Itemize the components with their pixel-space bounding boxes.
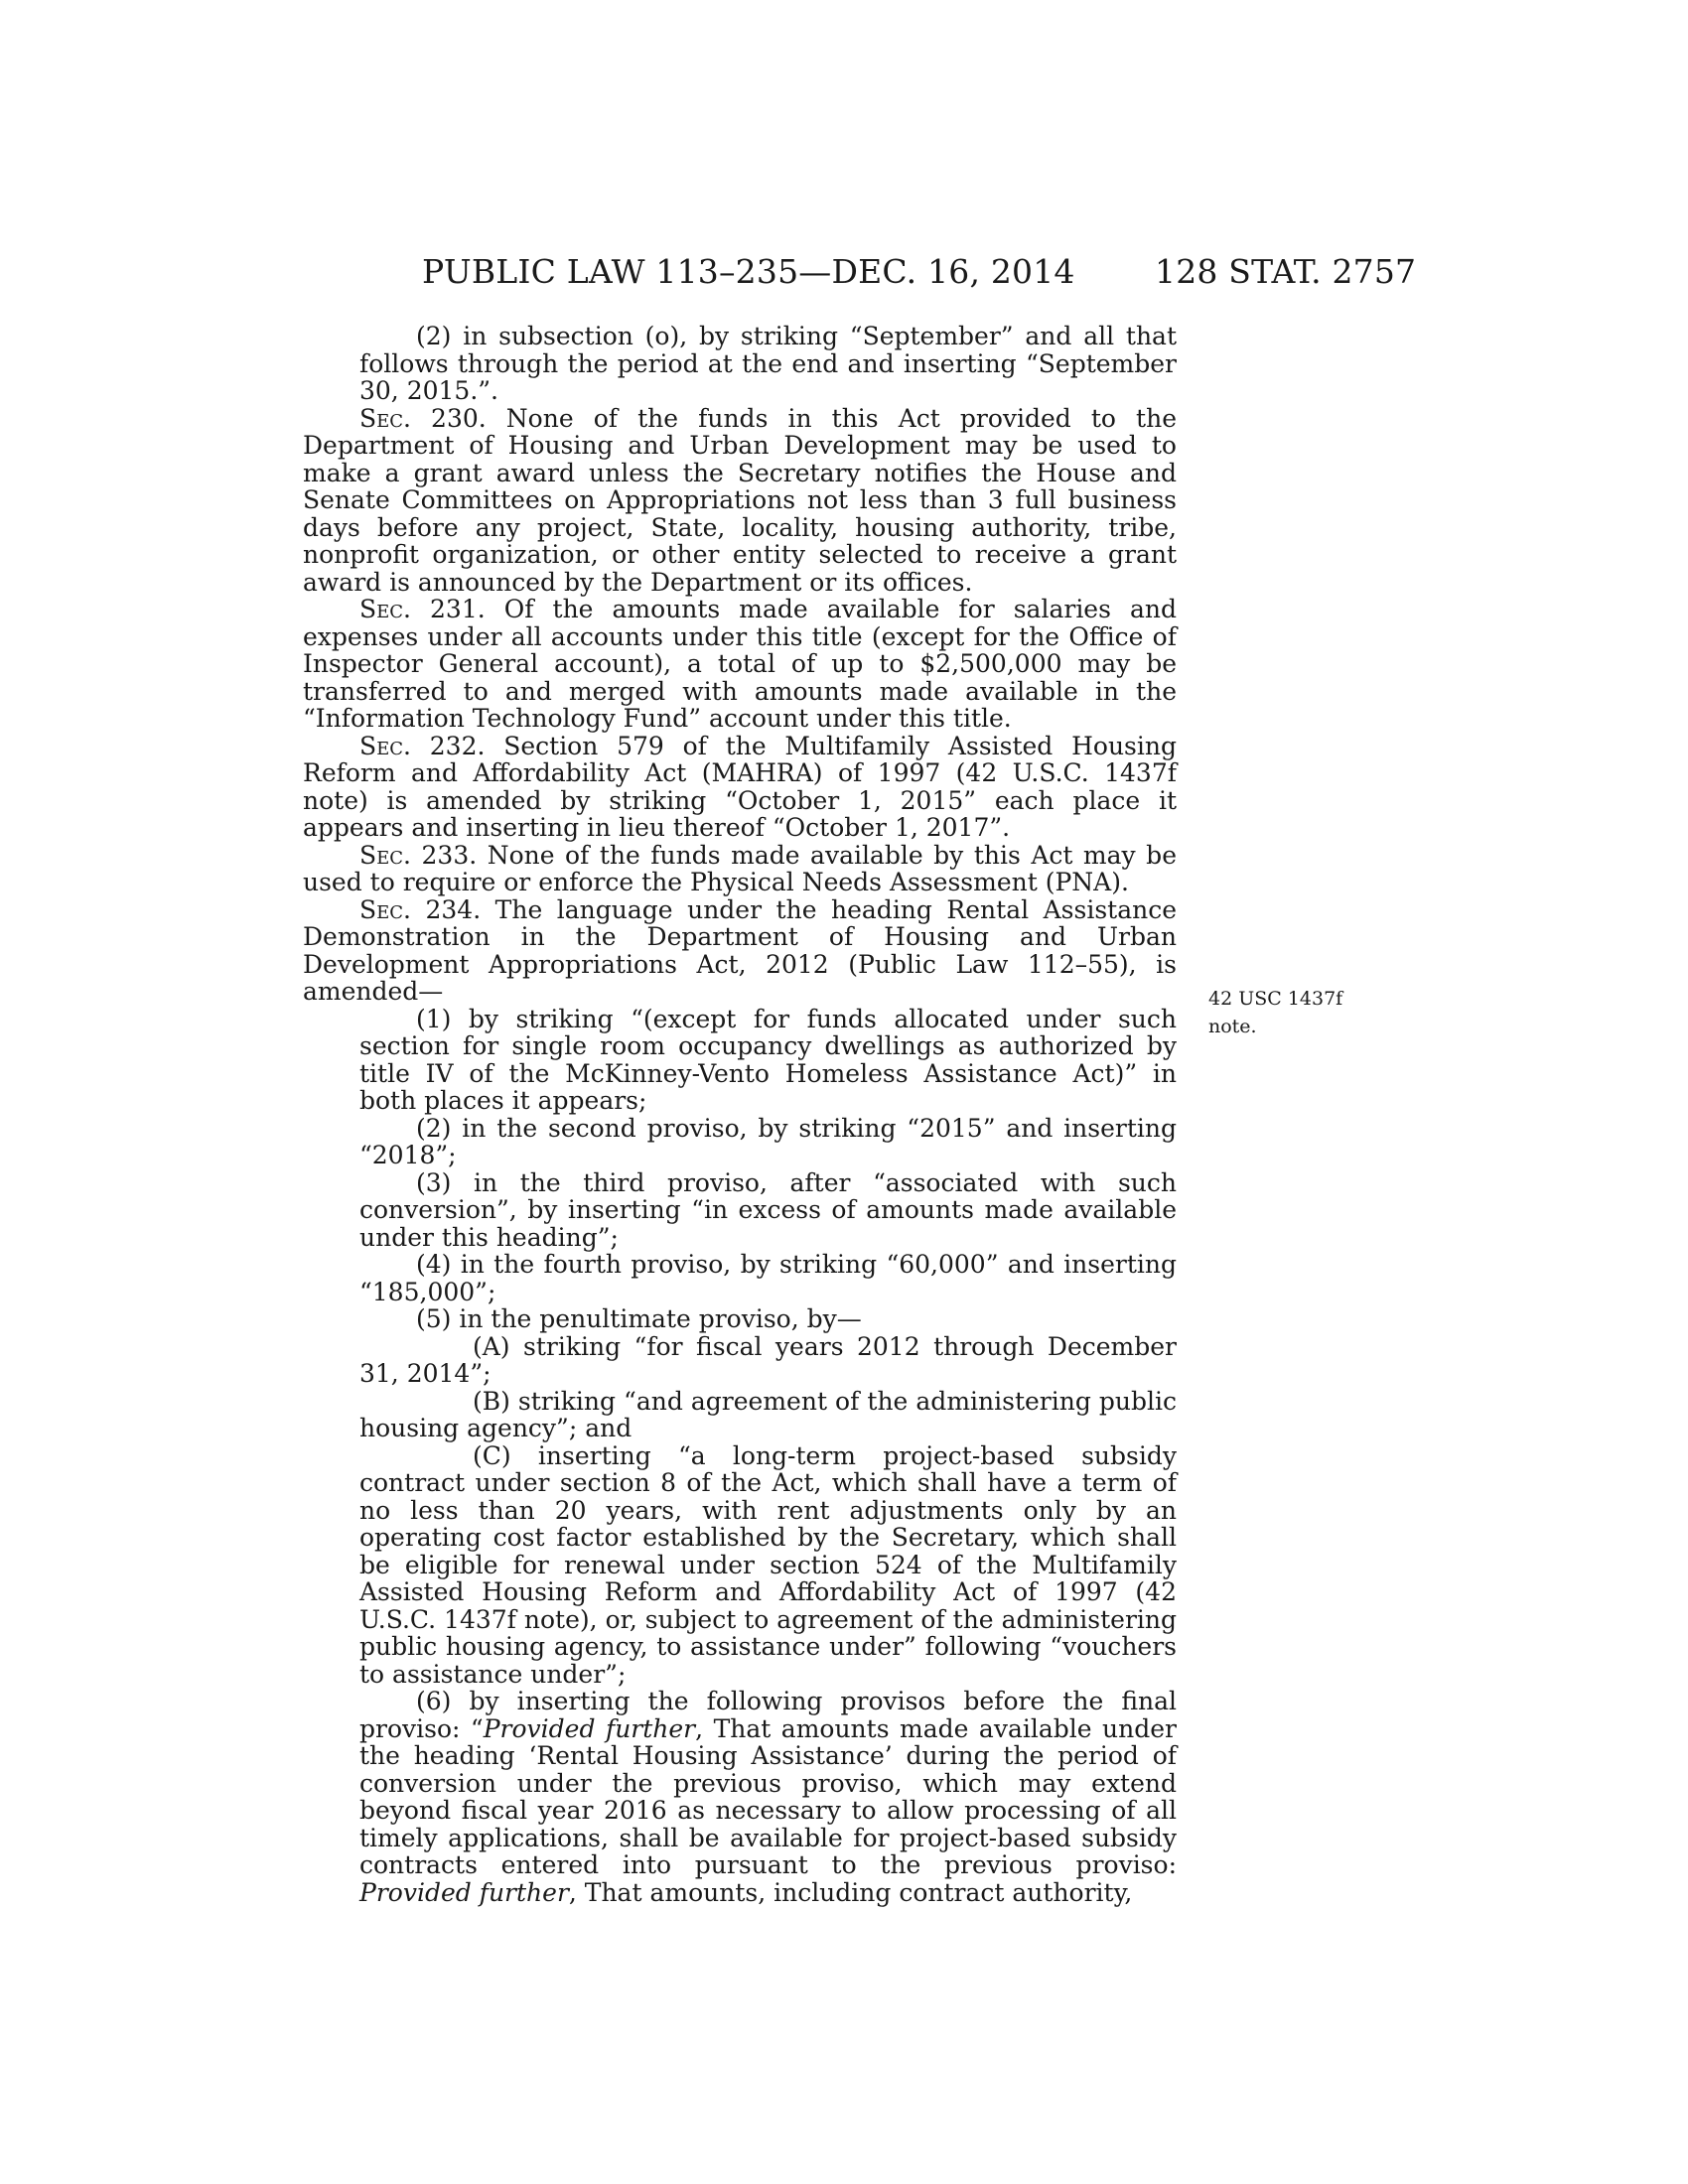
section-text: Section 579 of the Multifamily Assisted Housing Reform and Affordability Act (MAHRA) of 1997 (42 U.S.C. 1437f note) is amended by striking “October 1, 2015” each place it appears and inserting in lieu thereof “October 1, 2017”. (303, 731, 1177, 842)
item-5-c: (C) inserting “a long-term project-based subsidy contract under section 8 of the Act, which shall have a term of no less than 20 years, with rent adjustments only by an operating cost factor established by the Secretary, which shall be eligible for renewal under section 524 of the Multifamily Assisted Housing Reform and Affordability Act of 1997 (42 U.S.C. 1437f note), or, subject to agreement of the administering public housing agency, to assistance under” following “vouchers to assistance under”; (359, 1440, 1177, 1689)
item-4: (4) in the fourth proviso, by striking “60,000” and inserting “185,000”; (359, 1250, 1177, 1306)
item-6-provided-further-1: Provided further (483, 1713, 696, 1743)
section-label: Sec. 234. (359, 894, 482, 924)
item-2: (2) in the second proviso, by striking “2015” and inserting “2018”; (359, 1113, 1177, 1169)
item-5-a: (A) striking “for fiscal years 2012 through December 31, 2014”; (359, 1331, 1177, 1388)
margin-note-suffix: note. (1208, 1015, 1257, 1037)
running-header-stat-page: 128 STAT. 2757 (1155, 252, 1417, 291)
margin-note (1208, 986, 1387, 1040)
section-232 (303, 733, 1177, 842)
item-1: (1) by striking “(except for funds allocated under such section for single room occupancy dwellings as authorized by title IV of the McKinney-Vento Homeless Assistance Act)” in both places it appears; (359, 1004, 1177, 1115)
item-6-text-c: , That amounts, including contract authority, (568, 1877, 1133, 1907)
section-label: Sec. 232. (359, 731, 486, 760)
section-text: None of the funds made available by this Act may be used to require or enforce the Physical Needs Assessment (PNA). (303, 840, 1177, 896)
section-label: Sec. 231. (359, 595, 486, 623)
section-233 (303, 842, 1177, 896)
section-text: The language under the heading Rental Assistance Demonstration in the Department of Housing and Urban Development Appropriations Act, 2012 (Public Law 112–55), is amended— (303, 894, 1177, 1006)
item-6-text-b: , That amounts made available under the heading ‘Rental Housing Assistance’ during the period of conversion under the previous proviso, which may extend beyond fiscal year 2016 as necessary to allow processing of all timely applications, shall be available for project-based subsidy contracts entered into pursuant to the previous proviso: (359, 1713, 1177, 1879)
section-label: Sec. 230. (359, 403, 487, 433)
item-6-provided-further-2: Provided further (359, 1877, 569, 1907)
section-label: Sec. 233. (359, 840, 478, 870)
item-5: (5) in the penultimate proviso, by— (416, 1304, 862, 1333)
item-6 (303, 1688, 1177, 1906)
section-230 (303, 405, 1177, 597)
item-3: (3) in the third proviso, after “associated with such conversion”, by inserting “in excess of amounts made available under this heading”; (359, 1167, 1177, 1252)
item-6-text-a: (6) by inserting the following provisos before the final proviso: “ (359, 1687, 1177, 1743)
section-231 (303, 596, 1177, 733)
section-text: Of the amounts made available for salaries and expenses under all accounts under this title (except for the Office of Inspector General account), a total of up to $2,500,000 may be transferred to and merged with amounts made available in the “Information Technology Fund” account under this title. (303, 595, 1177, 733)
section-text: None of the funds in this Act provided to the Department of Housing and Urban Development may be used to make a grant award unless the Secretary notifies the House and Senate Committees on Appropriations not less than 3 full business days before any project, State, locality, housing authority, tribe, nonprofit organization, or other entity selected to receive a grant award is announced by the Department or its offices. (303, 403, 1177, 597)
item-5-b: (B) striking “and agreement of the administering public housing agency”; and (359, 1386, 1177, 1442)
margin-note-citation: 42 USC 1437f (1208, 988, 1343, 1010)
section-234 (303, 896, 1177, 1006)
paragraph-continued-item-2: (2) in subsection (o), by striking “September” and all that follows through the period at the end and inserting “September 30, 2015.”. (359, 322, 1177, 405)
document-body (303, 323, 1177, 1906)
running-header-law: PUBLIC LAW 113–235—DEC. 16, 2014 (422, 252, 1075, 291)
